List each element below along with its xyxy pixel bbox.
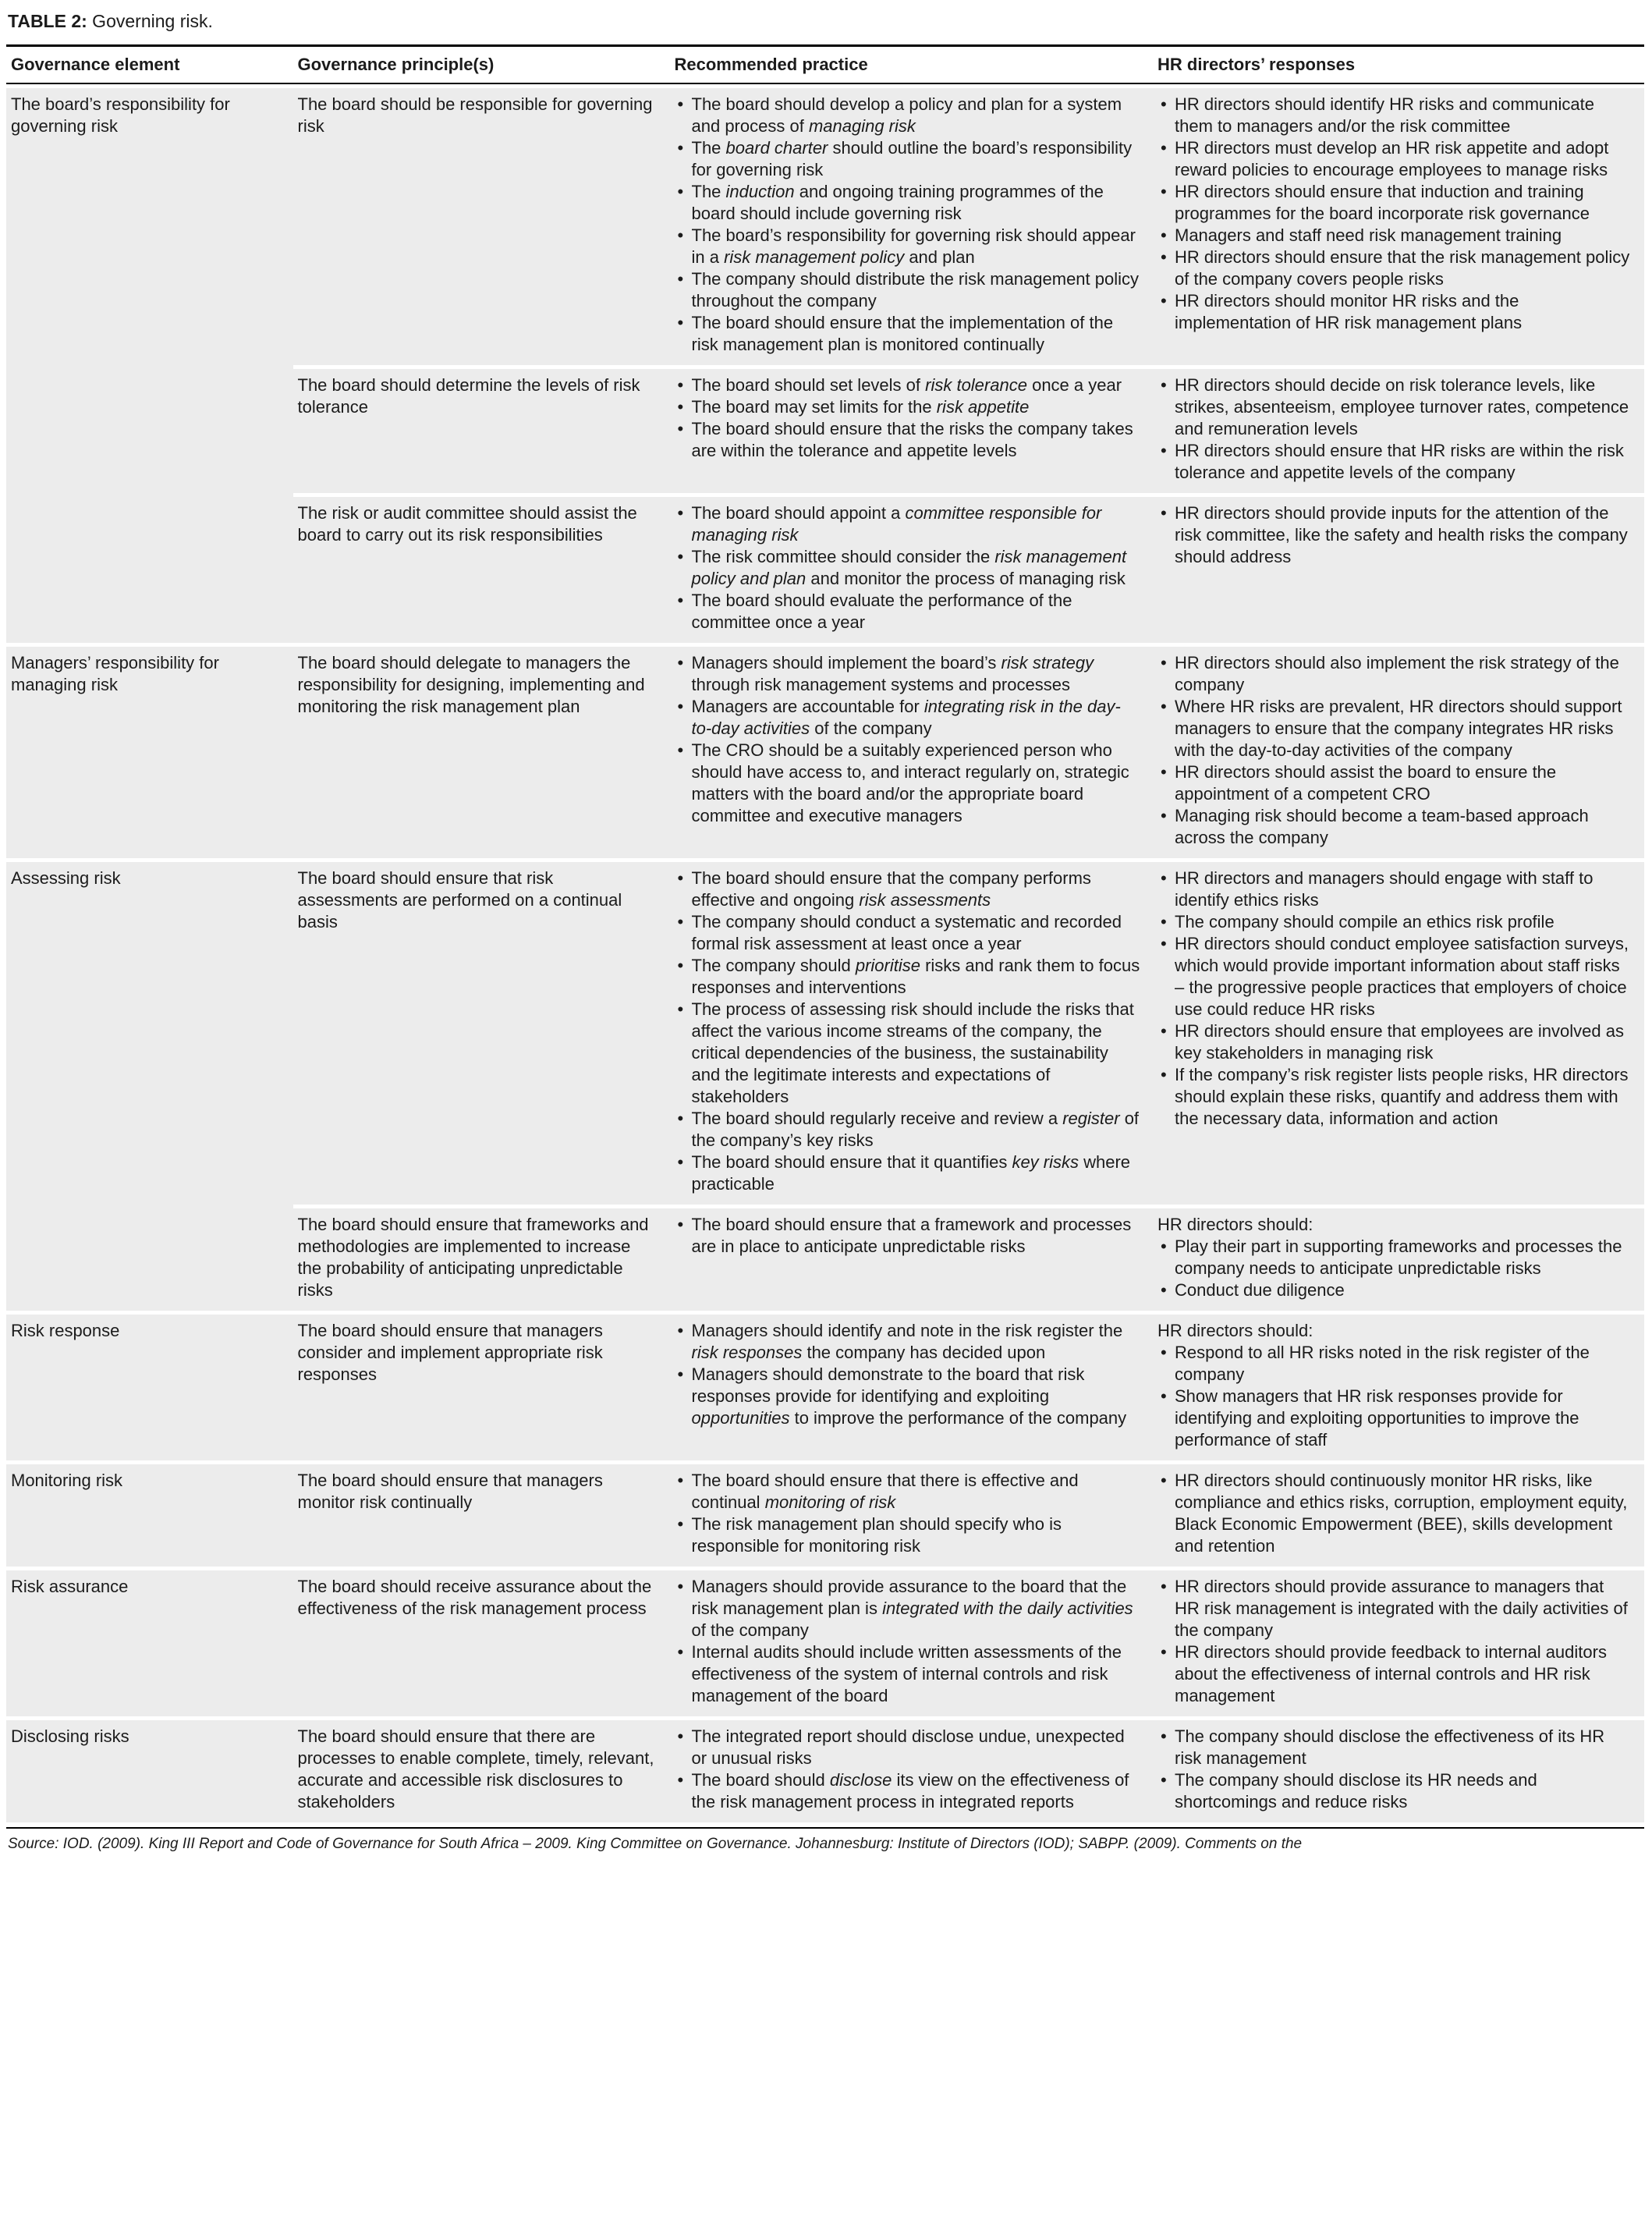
bullet-text: The board should develop a policy and plan for a system and process of managing risk	[691, 94, 1122, 136]
bullet-item	[1157, 1470, 1632, 1557]
bullet-item	[1157, 247, 1632, 290]
bullet-text: The induction and ongoing training programmes of the board should include governing risk	[691, 182, 1104, 223]
hr-responses-cell	[1153, 369, 1644, 493]
bullet-text: Managers and staff need risk management training	[1175, 225, 1562, 245]
bullet-icon: •	[677, 1642, 684, 1662]
bullet-text: HR directors should provide inputs for the attention of the risk committee, like the safety and health risks the company should address	[1175, 503, 1628, 566]
bullet-item	[675, 1513, 1141, 1557]
bullet-text: The risk management plan should specify who is responsible for monitoring risk	[691, 1514, 1062, 1556]
bullet-icon: •	[1161, 138, 1167, 158]
bullet-icon: •	[1161, 225, 1167, 245]
table-row	[6, 647, 1644, 858]
bullet-item	[1157, 374, 1632, 440]
bullet-item	[1157, 1769, 1632, 1813]
bullet-text: The company should disclose its HR needs and shortcomings and reduce risks	[1175, 1770, 1537, 1812]
bullet-icon: •	[1161, 912, 1167, 931]
bullet-text: Conduct due diligence	[1175, 1280, 1345, 1300]
bullet-text: Managers should implement the board’s risk strategy through risk management systems and processes	[691, 653, 1094, 694]
bullet-item	[1157, 290, 1632, 334]
cell-intro-text: HR directors should:	[1157, 1215, 1313, 1234]
governance-principle-cell: The board should ensure that there are processes to enable complete, timely, relevant, accurate and accessible risk disclosures to stakeholders	[293, 1720, 670, 1822]
bullet-item	[675, 546, 1141, 590]
bullet-item	[1157, 696, 1632, 761]
hr-responses-cell	[1153, 1570, 1644, 1716]
bullet-text: The integrated report should disclose undue, unexpected or unusual risks	[691, 1726, 1125, 1768]
bullet-text: HR directors should continuously monitor HR risks, like compliance and ethics risks, corruption, employment equity, Black Economic Empowerment (BEE), skills development and retention	[1175, 1471, 1628, 1556]
bullet-item	[1157, 805, 1632, 849]
bullet-icon: •	[677, 138, 684, 158]
bullet-item	[1157, 652, 1632, 696]
bullet-text: HR directors should provide feedback to internal auditors about the effectiveness of internal controls and HR risk management	[1175, 1642, 1607, 1705]
governance-element-cell: Managers’ responsibility for managing risk	[6, 647, 293, 858]
recommended-practice-cell	[670, 1720, 1154, 1822]
bullet-item	[675, 955, 1141, 999]
bullet-item	[675, 1769, 1141, 1813]
bullet-text: HR directors should conduct employee satisfaction surveys, which would provide important information about staff risks – the progressive people practices that employers of choice use could reduce HR risks	[1175, 934, 1629, 1019]
bullet-text: The board should ensure that the risks the company takes are within the tolerance and appetite levels	[691, 419, 1133, 460]
bullet-icon: •	[1161, 182, 1167, 201]
bullet-icon: •	[1161, 503, 1167, 523]
bullet-item	[675, 1470, 1141, 1513]
bullet-item	[1157, 225, 1632, 247]
bullet-icon: •	[1161, 1577, 1167, 1596]
bullet-icon: •	[677, 740, 684, 760]
bullet-icon: •	[677, 182, 684, 201]
bullet-item	[1157, 181, 1632, 225]
governance-element-cell: The board’s responsibility for governing risk	[6, 88, 293, 643]
bullet-icon: •	[677, 653, 684, 672]
bullet-icon: •	[1161, 1021, 1167, 1041]
governance-principle-cell: The board should determine the levels of risk tolerance	[293, 369, 670, 493]
table-title-text: Governing risk.	[87, 11, 213, 31]
table-row	[6, 1570, 1644, 1716]
bullet-item	[675, 1364, 1141, 1429]
hr-responses-cell	[1153, 88, 1644, 365]
bullet-icon: •	[1161, 1343, 1167, 1362]
bullet-item	[675, 396, 1141, 418]
bullet-item	[675, 502, 1141, 546]
bullet-item	[675, 740, 1141, 827]
bullet-text: The board should ensure that a framework and processes are in place to anticipate unpredictable risks	[691, 1215, 1132, 1256]
bullet-item	[1157, 1386, 1632, 1451]
bullet-text: The company should disclose the effectiveness of its HR risk management	[1175, 1726, 1605, 1768]
bullet-text: The board should ensure that it quantifies key risks where practicable	[691, 1152, 1131, 1194]
governance-principle-cell: The board should ensure that frameworks and methodologies are implemented to increase the probability of anticipating unpredictable risks	[293, 1208, 670, 1311]
bullet-item	[1157, 933, 1632, 1020]
bullet-item	[675, 312, 1141, 356]
bullet-text: The board should disclose its view on the effectiveness of the risk management process in integrated reports	[691, 1770, 1129, 1812]
bullet-icon: •	[677, 868, 684, 888]
bullet-item	[1157, 440, 1632, 484]
table-row	[6, 1720, 1644, 1822]
bullet-text: HR directors and managers should engage with staff to identify ethics risks	[1175, 868, 1594, 910]
source-citation: Source: IOD. (2009). King III Report and Code of Governance for South Africa – 2009. King Committee on Governance. Johannesburg: Institute of Directors (IOD); SABPP. (2009). Comments on the	[6, 1827, 1644, 1865]
bullet-item	[1157, 1576, 1632, 1641]
governance-principle-cell: The board should be responsible for governing risk	[293, 88, 670, 365]
bullet-icon: •	[677, 1152, 684, 1172]
bullet-text: HR directors should assist the board to ensure the appointment of a competent CRO	[1175, 762, 1557, 804]
bullet-icon: •	[677, 225, 684, 245]
header-hr-directors-responses: HR directors’ responses	[1153, 44, 1644, 84]
bullet-item	[675, 1576, 1141, 1641]
bullet-icon: •	[1161, 375, 1167, 395]
header-governance-principles: Governance principle(s)	[293, 44, 670, 84]
recommended-practice-cell	[670, 497, 1154, 643]
bullet-text: Play their part in supporting frameworks and processes the company needs to anticipate unpredictable risks	[1175, 1237, 1622, 1278]
bullet-icon: •	[1161, 762, 1167, 782]
bullet-text: Managers should demonstrate to the board that risk responses provide for identifying and exploiting opportunities to improve the performance of the company	[691, 1364, 1127, 1428]
cell-intro-text: HR directors should:	[1157, 1321, 1313, 1340]
bullet-icon: •	[1161, 934, 1167, 953]
bullet-text: The board’s responsibility for governing risk should appear in a risk management policy and plan	[691, 225, 1136, 267]
bullet-text: The board should ensure that the implementation of the risk management plan is monitored continually	[691, 313, 1114, 354]
bullet-text: Managers are accountable for integrating risk in the day-to-day activities of the company	[691, 697, 1121, 738]
hr-responses-cell	[1153, 862, 1644, 1205]
bullet-text: The board should evaluate the performance of the committee once a year	[691, 591, 1072, 632]
recommended-practice-cell	[670, 862, 1154, 1205]
bullet-icon: •	[1161, 1065, 1167, 1084]
bullet-icon: •	[1161, 1770, 1167, 1790]
recommended-practice-cell	[670, 1464, 1154, 1567]
governance-principle-cell: The board should receive assurance about the effectiveness of the risk management process	[293, 1570, 670, 1716]
bullet-item	[675, 911, 1141, 955]
bullet-item	[675, 418, 1141, 462]
bullet-text: HR directors should ensure that the risk management policy of the company covers people risks	[1175, 247, 1630, 289]
hr-responses-cell	[1153, 1464, 1644, 1567]
bullet-text: HR directors should provide assurance to managers that HR risk management is integrated with the daily activities of the company	[1175, 1577, 1628, 1640]
bullet-icon: •	[1161, 653, 1167, 672]
bullet-icon: •	[677, 503, 684, 523]
bullet-icon: •	[1161, 94, 1167, 114]
bullet-icon: •	[677, 1109, 684, 1128]
bullet-item	[1157, 868, 1632, 911]
bullet-text: HR directors should ensure that employees are involved as key stakeholders in managing risk	[1175, 1021, 1624, 1063]
bullet-item	[1157, 1726, 1632, 1769]
bullet-text: Where HR risks are prevalent, HR directors should support managers to ensure that the company integrates HR risks with the day-to-day activities of the company	[1175, 697, 1622, 760]
bullet-text: The company should conduct a systematic and recorded formal risk assessment at least once a year	[691, 912, 1122, 953]
bullet-item	[675, 94, 1141, 137]
recommended-practice-cell	[670, 1570, 1154, 1716]
table-number-label: TABLE 2:	[8, 11, 87, 31]
recommended-practice-cell	[670, 88, 1154, 365]
bullet-item	[675, 374, 1141, 396]
bullet-item	[675, 137, 1141, 181]
bullet-item	[1157, 1641, 1632, 1707]
governance-element-cell: Risk assurance	[6, 1570, 293, 1716]
governance-principle-cell: The risk or audit committee should assist the board to carry out its risk responsibilities	[293, 497, 670, 643]
bullet-icon: •	[1161, 247, 1167, 267]
bullet-text: The company should prioritise risks and rank them to focus responses and interventions	[691, 956, 1140, 997]
bullet-item	[1157, 502, 1632, 568]
bullet-item	[675, 1214, 1141, 1258]
bullet-text: The process of assessing risk should include the risks that affect the various income streams of the company, the critical dependencies of the business, the sustainability and the legitimate interests and expectations of stakeholders	[691, 999, 1134, 1106]
bullet-item	[1157, 1064, 1632, 1130]
governance-principle-cell: The board should delegate to managers the responsibility for designing, implementing and monitoring the risk management plan	[293, 647, 670, 858]
bullet-icon: •	[677, 269, 684, 289]
bullet-icon: •	[1161, 1386, 1167, 1406]
bullet-item	[1157, 1342, 1632, 1386]
governance-element-cell: Assessing risk	[6, 862, 293, 1311]
table-row	[6, 1315, 1644, 1460]
bullet-icon: •	[677, 956, 684, 975]
table-title	[8, 9, 1644, 33]
bullet-icon: •	[1161, 1726, 1167, 1746]
bullet-text: HR directors should identify HR risks and communicate them to managers and/or the risk committee	[1175, 94, 1594, 136]
bullet-text: The CRO should be a suitably experienced person who should have access to, and interact regularly on, strategic matters with the board and/or the appropriate board committee and executive managers	[691, 740, 1129, 825]
table-row	[6, 862, 1644, 1205]
governance-principle-cell: The board should ensure that risk assessments are performed on a continual basis	[293, 862, 670, 1205]
bullet-item	[675, 868, 1141, 911]
governance-principle-cell: The board should ensure that managers monitor risk continually	[293, 1464, 670, 1567]
bullet-icon: •	[677, 1726, 684, 1746]
bullet-icon: •	[677, 94, 684, 114]
bullet-text: Show managers that HR risk responses provide for identifying and exploiting opportunities to improve the performance of staff	[1175, 1386, 1579, 1450]
recommended-practice-cell	[670, 1315, 1154, 1460]
bullet-icon: •	[1161, 806, 1167, 825]
bullet-icon: •	[677, 697, 684, 716]
bullet-icon: •	[677, 999, 684, 1019]
header-governance-element: Governance element	[6, 44, 293, 84]
bullet-text: If the company’s risk register lists people risks, HR directors should explain these risks, quantify and address them with the necessary data, information and action	[1175, 1065, 1629, 1128]
hr-responses-cell	[1153, 1720, 1644, 1822]
bullet-item	[675, 696, 1141, 740]
header-recommended-practice: Recommended practice	[670, 44, 1154, 84]
bullet-icon: •	[1161, 868, 1167, 888]
hr-responses-cell	[1153, 1315, 1644, 1460]
bullet-item	[1157, 137, 1632, 181]
bullet-text: Respond to all HR risks noted in the risk register of the company	[1175, 1343, 1590, 1384]
recommended-practice-cell	[670, 369, 1154, 493]
table-body	[6, 88, 1644, 1822]
bullet-icon: •	[677, 397, 684, 417]
bullet-icon: •	[677, 591, 684, 610]
bullet-item	[675, 1641, 1141, 1707]
hr-responses-cell	[1153, 1208, 1644, 1311]
bullet-text: The board charter should outline the board’s responsibility for governing risk	[691, 138, 1133, 179]
table-header	[6, 44, 1644, 84]
bullet-text: HR directors should also implement the risk strategy of the company	[1175, 653, 1619, 694]
recommended-practice-cell	[670, 647, 1154, 858]
bullet-item	[675, 1726, 1141, 1769]
bullet-text: The board should appoint a committee responsible for managing risk	[691, 503, 1102, 545]
bullet-icon: •	[677, 1471, 684, 1490]
bullet-icon: •	[1161, 441, 1167, 460]
bullet-icon: •	[677, 313, 684, 332]
header-row	[6, 44, 1644, 84]
bullet-text: The board may set limits for the risk appetite	[691, 397, 1030, 417]
bullet-icon: •	[1161, 1280, 1167, 1300]
bullet-text: HR directors must develop an HR risk appetite and adopt reward policies to encourage employees to manage risks	[1175, 138, 1609, 179]
bullet-text: HR directors should ensure that HR risks are within the risk tolerance and appetite levels of the company	[1175, 441, 1624, 482]
bullet-text: Managing risk should become a team-based approach across the company	[1175, 806, 1589, 847]
bullet-text: Managers should provide assurance to the board that the risk management plan is integrated with the daily activities of the company	[691, 1577, 1133, 1640]
bullet-text: The company should compile an ethics risk profile	[1175, 912, 1555, 931]
bullet-text: Internal audits should include written assessments of the effectiveness of the system of internal controls and risk management of the board	[691, 1642, 1122, 1705]
hr-responses-cell	[1153, 497, 1644, 643]
bullet-item	[675, 225, 1141, 268]
bullet-icon: •	[677, 419, 684, 438]
bullet-text: The board should regularly receive and review a register of the company’s key risks	[691, 1109, 1140, 1150]
bullet-icon: •	[677, 1364, 684, 1384]
bullet-text: The board should ensure that the company performs effective and ongoing risk assessments	[691, 868, 1091, 910]
bullet-text: The board should set levels of risk tolerance once a year	[691, 375, 1122, 395]
bullet-icon: •	[677, 1577, 684, 1596]
governance-principle-cell: The board should ensure that managers consider and implement appropriate risk responses	[293, 1315, 670, 1460]
bullet-icon: •	[1161, 1642, 1167, 1662]
governance-element-cell: Risk response	[6, 1315, 293, 1460]
bullet-item	[675, 999, 1141, 1108]
governance-element-cell: Monitoring risk	[6, 1464, 293, 1567]
bullet-item	[1157, 1236, 1632, 1279]
bullet-item	[675, 590, 1141, 633]
bullet-item	[675, 268, 1141, 312]
bullet-item	[675, 1320, 1141, 1364]
bullet-icon: •	[677, 1321, 684, 1340]
bullet-text: HR directors should ensure that induction and training programmes for the board incorporate risk governance	[1175, 182, 1590, 223]
bullet-item	[1157, 1279, 1632, 1301]
bullet-text: HR directors should decide on risk tolerance levels, like strikes, absenteeism, employee turnover rates, competence and remuneration levels	[1175, 375, 1629, 438]
governance-element-cell: Disclosing risks	[6, 1720, 293, 1822]
bullet-icon: •	[1161, 697, 1167, 716]
bullet-item	[675, 1108, 1141, 1151]
table-row	[6, 1464, 1644, 1567]
table-row	[6, 88, 1644, 365]
bullet-text: The company should distribute the risk management policy throughout the company	[691, 269, 1140, 310]
bullet-icon: •	[677, 375, 684, 395]
bullet-text: The risk committee should consider the risk management policy and plan and monitor the process of managing risk	[691, 547, 1127, 588]
bullet-icon: •	[1161, 1237, 1167, 1256]
bullet-item	[675, 1151, 1141, 1195]
governing-risk-table	[6, 41, 1644, 1826]
bullet-icon: •	[677, 1514, 684, 1534]
bullet-icon: •	[677, 1770, 684, 1790]
bullet-icon: •	[677, 1215, 684, 1234]
bullet-item	[1157, 1020, 1632, 1064]
bullet-icon: •	[1161, 291, 1167, 310]
bullet-item	[1157, 94, 1632, 137]
bullet-text: Managers should identify and note in the risk register the risk responses the company has decided upon	[691, 1321, 1123, 1362]
bullet-icon: •	[1161, 1471, 1167, 1490]
bullet-text: The board should ensure that there is effective and continual monitoring of risk	[691, 1471, 1079, 1512]
bullet-icon: •	[677, 547, 684, 566]
recommended-practice-cell	[670, 1208, 1154, 1311]
bullet-icon: •	[677, 912, 684, 931]
bullet-item	[675, 181, 1141, 225]
bullet-text: HR directors should monitor HR risks and the implementation of HR risk management plans	[1175, 291, 1523, 332]
hr-responses-cell	[1153, 647, 1644, 858]
bullet-item	[1157, 911, 1632, 933]
bullet-item	[1157, 761, 1632, 805]
bullet-item	[675, 652, 1141, 696]
